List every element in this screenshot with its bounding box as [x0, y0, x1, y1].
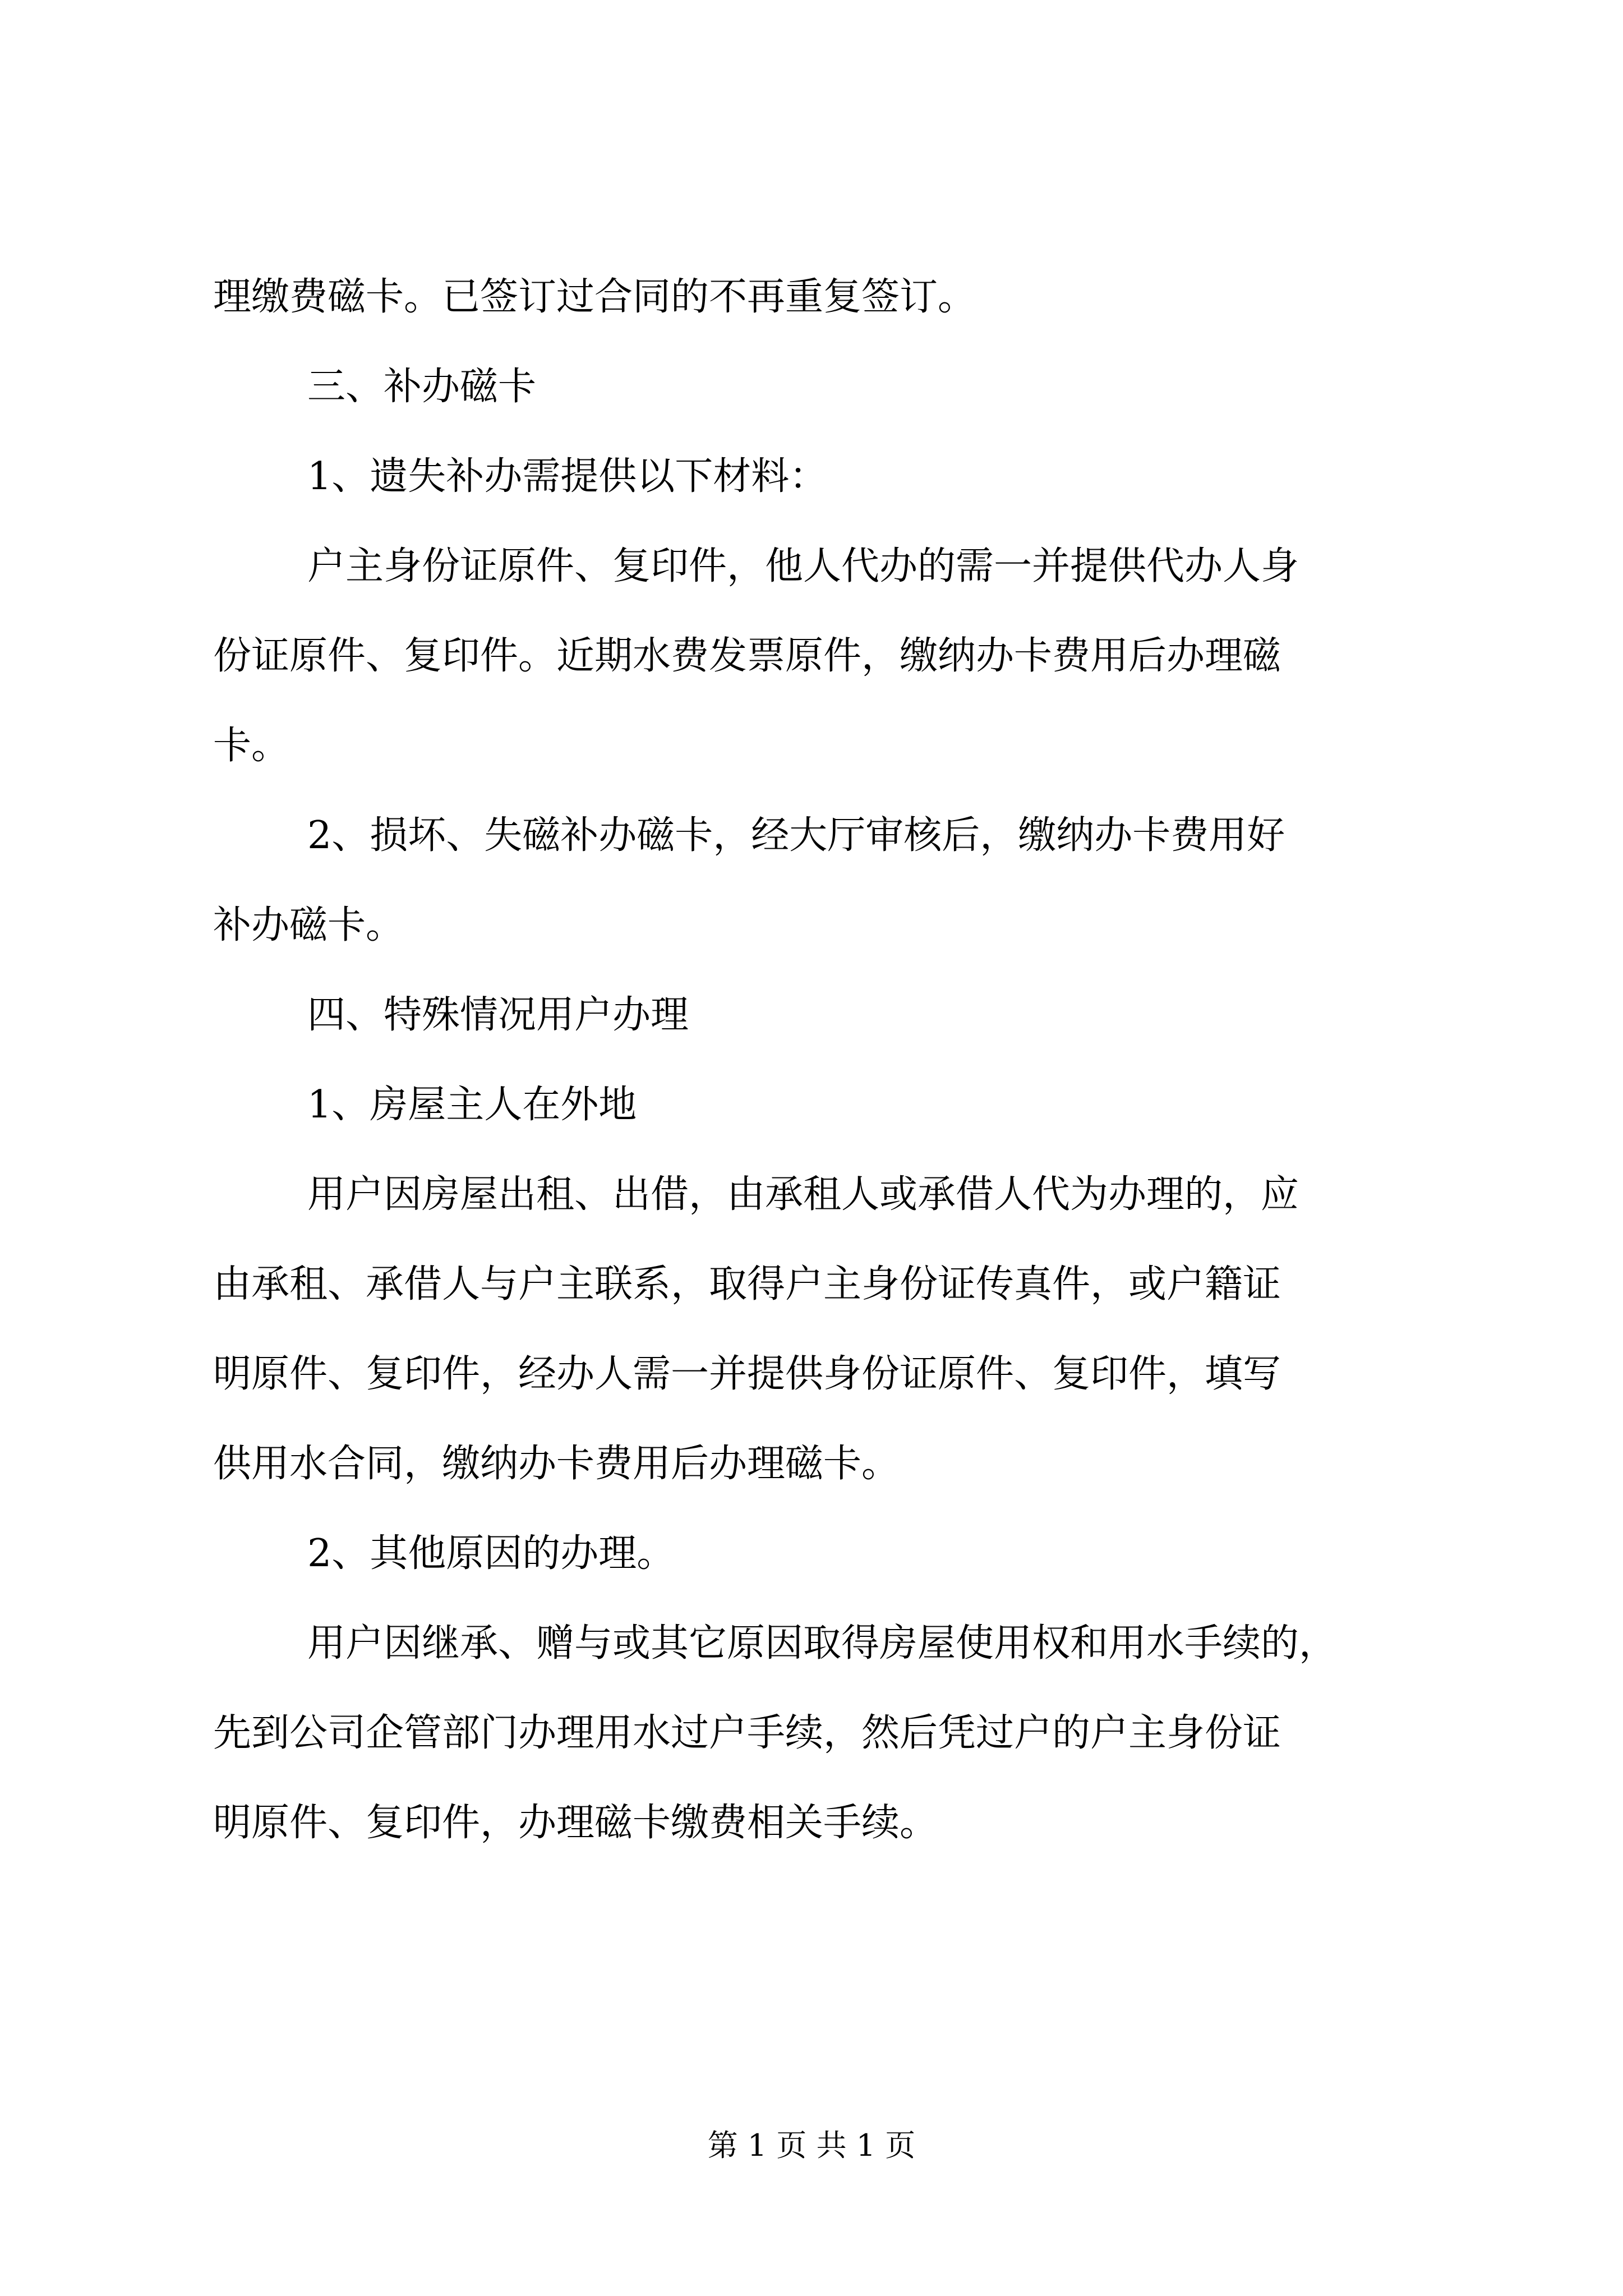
subsection-heading: 2、其他原因的办理。: [307, 1531, 675, 1576]
body-text-line: 2、损坏、失磁补办磁卡，经大厅审核后，缴纳办卡费用好: [307, 813, 1285, 858]
body-text-line: 用户因房屋出租、出借，由承租人或承借人代为办理的，应: [307, 1172, 1299, 1217]
body-text-line: 明原件、复印件，办理磁卡缴费相关手续。: [213, 1801, 938, 1845]
body-text-line: 由承租、承借人与户主联系，取得户主身份证传真件，或户籍证: [213, 1262, 1281, 1306]
body-text-line: 卡。: [213, 724, 290, 768]
section-heading: 四、特殊情况用户办理: [307, 993, 689, 1037]
body-text-line: 先到公司企管部门办理用水过户手续，然后凭过户的户主身份证: [213, 1711, 1281, 1755]
body-text-line: 理缴费磁卡。已签订过合同的不再重复签订。: [213, 275, 976, 319]
page-number-footer: 第 1 页 共 1 页: [707, 2128, 916, 2163]
body-text-line: 户主身份证原件、复印件，他人代办的需一并提供代办人身: [307, 544, 1299, 588]
subsection-heading: 1、遗失补办需提供以下材料：: [307, 454, 828, 499]
section-heading: 三、补办磁卡: [307, 365, 537, 409]
body-text-line: 份证原件、复印件。近期水费发票原件，缴纳办卡费用后办理磁: [213, 634, 1281, 678]
body-text-line: 供用水合同，缴纳办卡费用后办理磁卡。: [213, 1442, 900, 1486]
body-text-line: 用户因继承、赠与或其它原因取得房屋使用权和用水手续的，: [307, 1621, 1338, 1665]
subsection-heading: 1、房屋主人在外地: [307, 1083, 637, 1127]
body-text-line: 补办磁卡。: [213, 903, 404, 947]
body-text-line: 明原件、复印件，经办人需一并提供身份证原件、复印件，填写: [213, 1352, 1281, 1396]
